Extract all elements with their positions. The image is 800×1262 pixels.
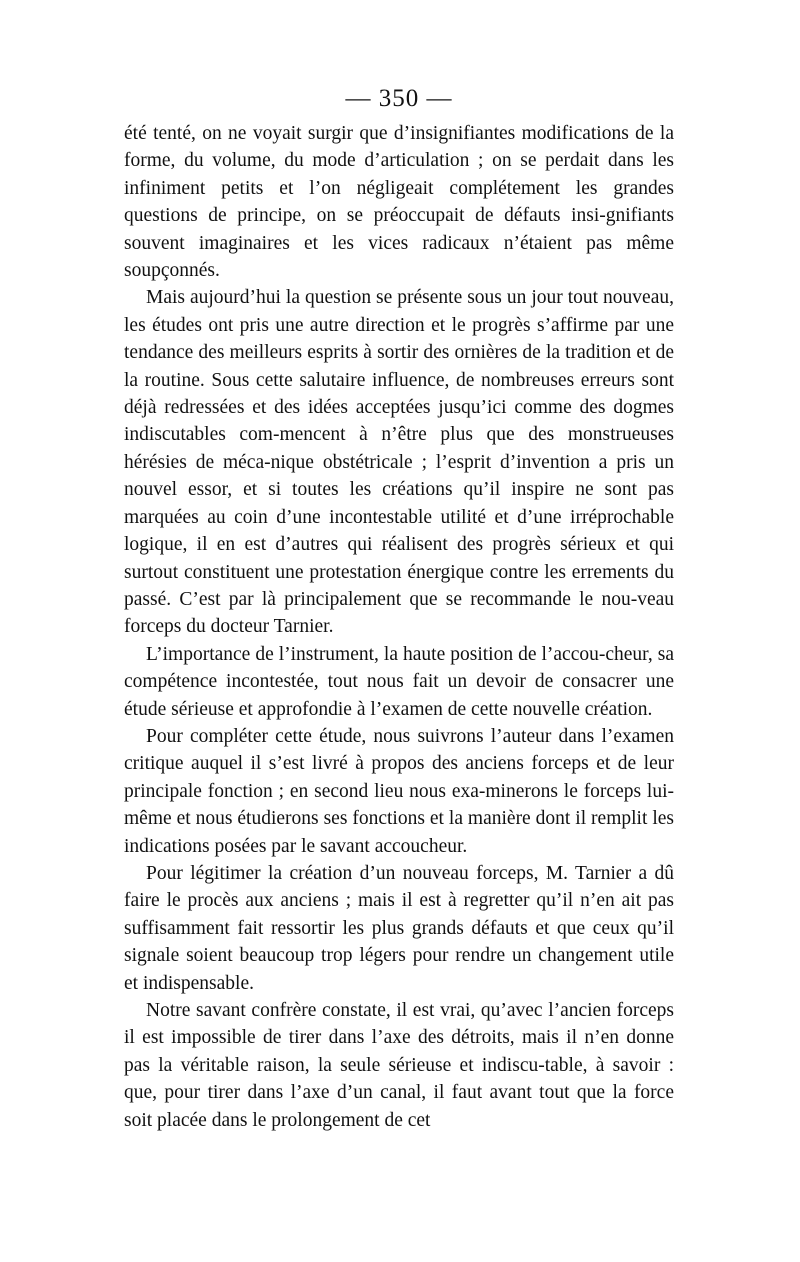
- book-page: [124, 82, 674, 1134]
- paragraph-5: Pour légitimer la création d’un nouveau forceps, M. Tarnier a dû faire le procès aux anciens ; mais il est à regretter qu’il n’en ait pas suffisamment fait ressortir les plus grands défauts et que ceux qu’il signale soient beaucoup trop légers pour rendre un changement utile et indispensable.: [124, 862, 674, 994]
- paragraph-4: Pour compléter cette étude, nous suivrons l’auteur dans l’examen critique auquel il s’est livré à propos des anciens forceps et de leur principale fonction ; en second lieu nous exa-minerons le forceps lui-même et nous étudierons ses fonctions et la manière dont il remplit les indications posées par le savant accoucheur.: [124, 725, 674, 857]
- paragraph-1: été tenté, on ne voyait surgir que d’insignifiantes modifications de la forme, du volume, du mode d’articulation ; on se perdait dans les infiniment petits et l’on négligeait complétement les grandes questions de principe, on se préoccupait de défauts insi-gnifiants souvent imaginaires et les vices radicaux n’étaient pas même soupçonnés.: [124, 123, 674, 282]
- paragraph-3: L’importance de l’instrument, la haute position de l’accou-cheur, sa compétence incontestée, tout nous fait un devoir de consacrer une étude sérieuse et approfondie à l’examen de cette nouvelle création.: [124, 643, 674, 720]
- paragraph-6: Notre savant confrère constate, il est vrai, qu’avec l’ancien forceps il est impossible de tirer dans l’axe des détroits, mais il n’en donne pas la véritable raison, la seule sérieuse et indiscu-table, à savoir : que, pour tirer dans l’axe d’un canal, il faut avant tout que la force soit placée dans le prolongement de cet: [124, 1000, 674, 1131]
- page-number: — 350 —: [345, 85, 453, 112]
- paragraph-2: Mais aujourd’hui la question se présente sous un jour tout nouveau, les études ont pris une autre direction et le progrès s’affirme par une tendance des meilleurs esprits à sortir des ornières de la tradition et de la routine. Sous cette salutaire influence, de nombreuses erreurs sont déjà redressées et des idées acceptées jusqu’ici comme des dogmes indiscutables com-mencent à n’être plus que des monstrueuses hérésies de méca-nique obstétricale ; l’esprit d’invention a pris un nouvel essor, et si toutes les créations qu’il inspire ne sont pas marquées au coin d’une incontestable utilité et d’une irréprochable logique, il en est d’autres qui réalisent des progrès sérieux et qui surtout constituent une protestation énergique contre les errements du passé. C’est par là principalement que se recommande le nou-veau forceps du docteur Tarnier.: [124, 287, 674, 638]
